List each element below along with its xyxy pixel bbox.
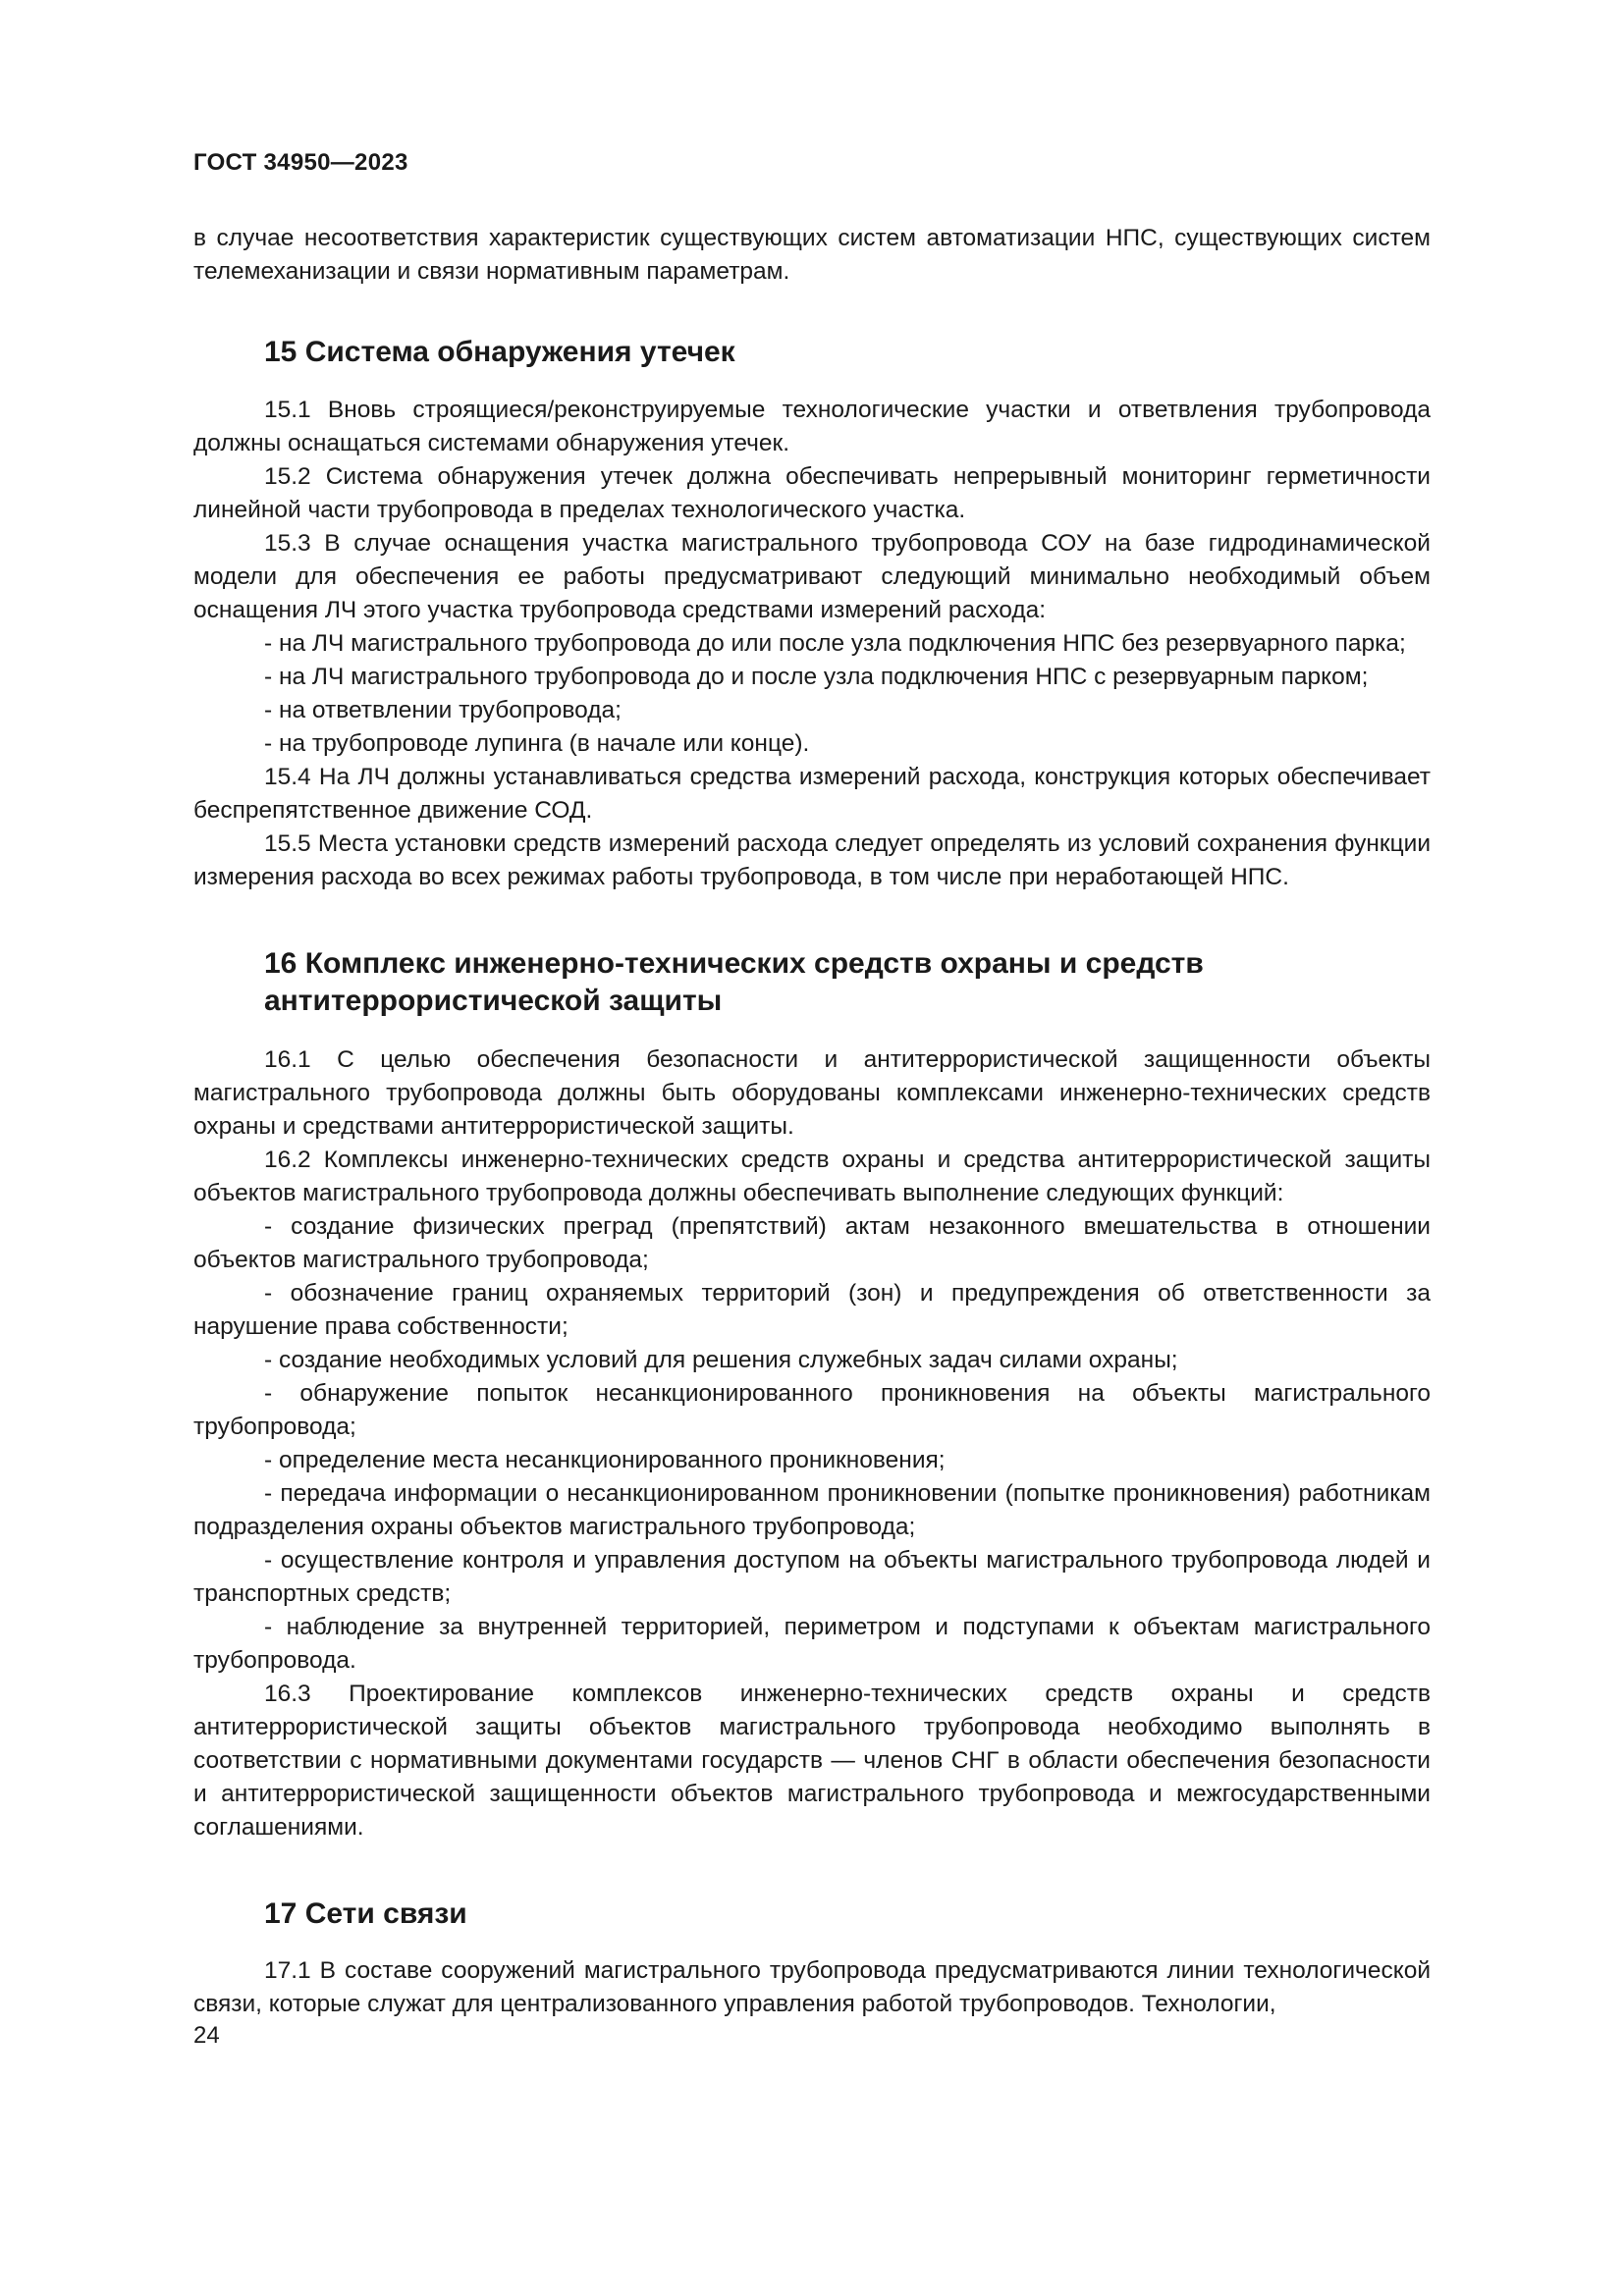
list-item-15-3-3: - на ответвлении трубопровода; [264,697,622,723]
paragraph-15-4: 15.4 На ЛЧ должны устанавливаться средства измерений расхода, конструкция которых обеспечивает беспрепятственное движение СОД. [193,764,1431,824]
page-content [193,222,1431,2021]
list-item-16-2-2: - обозначение границ охраняемых территорий (зон) и предупреждения об ответственности за нарушение права собственности; [193,1280,1431,1340]
section-15-title: 15 Система обнаружения утечек [264,336,735,368]
list-item-16-2-5: - определение места несанкционированного проникновения; [264,1447,946,1473]
paragraph-15-2: 15.2 Система обнаружения утечек должна обеспечивать непрерывный мониторинг герметичности линейной части трубопровода в пределах технологического участка. [193,463,1431,523]
paragraph-16-3: 16.3 Проектирование комплексов инженерно-технических средств охраны и средств антитеррористической защиты объектов магистрального трубопровода необходимо выполнять в соответствии с нормативными документами государств — членов СНГ в области обеспечения безопасности и антитеррористической защищенности объектов магистрального трубопровода и межгосударственными соглашениями. [193,1681,1431,1841]
paragraph-15-1: 15.1 Вновь строящиеся/реконструируемые технологические участки и ответвления трубопровода должны оснащаться системами обнаружения утечек. [193,397,1431,456]
list-item-16-2-3: - создание необходимых условий для решения служебных задач силами охраны; [264,1347,1178,1373]
intro-paragraph: в случае несоответствия характеристик существующих систем автоматизации НПС, существующих систем телемеханизации и связи нормативным параметрам. [193,225,1431,285]
list-item-15-3-2: - на ЛЧ магистрального трубопровода до и после узла подключения НПС с резервуарным парком; [264,664,1369,690]
paragraph-16-2: 16.2 Комплексы инженерно-технических средств охраны и средства антитеррористической защиты объектов магистрального трубопровода должны обеспечивать выполнение следующих функций: [193,1147,1431,1206]
paragraph-15-3: 15.3 В случае оснащения участка магистрального трубопровода СОУ на базе гидродинамической модели для обеспечения ее работы предусматривают следующий минимально необходимый объем оснащения ЛЧ этого участка трубопровода средствами измерений расхода: [193,530,1431,623]
list-item-16-2-4: - обнаружение попыток несанкционированного проникновения на объекты магистрального трубопровода; [193,1380,1431,1440]
list-item-16-2-6: - передача информации о несанкционированном проникновении (попытке проникновения) работникам подразделения охраны объектов магистрального трубопровода; [193,1480,1431,1540]
list-item-16-2-1: - создание физических преград (препятствий) актам незаконного вмешательства в отношении объектов магистрального трубопровода; [193,1213,1431,1273]
list-item-15-3-1: - на ЛЧ магистрального трубопровода до или после узла подключения НПС без резервуарного парка; [264,630,1406,657]
list-item-15-3-4: - на трубопроводе лупинга (в начале или конце). [264,730,810,757]
document-code-header: ГОСТ 34950—2023 [193,149,408,176]
section-16-title-line2: антитеррористической защиты [264,985,723,1017]
paragraph-17-1: 17.1 В составе сооружений магистрального трубопровода предусматриваются линии технологической связи, которые служат для централизованного управления работой трубопроводов. Технологии, [193,1957,1431,2017]
list-item-16-2-8: - наблюдение за внутренней территорией, периметром и подступами к объектам магистрального трубопровода. [193,1614,1431,1674]
paragraph-16-1: 16.1 С целью обеспечения безопасности и антитеррористической защищенности объекты магистрального трубопровода должны быть оборудованы комплексами инженерно-технических средств охраны и средствами антитеррористической защиты. [193,1046,1431,1140]
page-number: 24 [193,2022,220,2049]
section-16-title-line1: 16 Комплекс инженерно-технических средств охраны и средств [264,947,1204,980]
section-16-title [193,945,1431,1020]
paragraph-15-5: 15.5 Места установки средств измерений расхода следует определять из условий сохранения функции измерения расхода во всех режимах работы трубопровода, в том числе при неработающей НПС. [193,830,1431,890]
section-17-title: 17 Сети связи [264,1897,467,1930]
list-item-16-2-7: - осуществление контроля и управления доступом на объекты магистрального трубопровода людей и транспортных средств; [193,1547,1431,1607]
